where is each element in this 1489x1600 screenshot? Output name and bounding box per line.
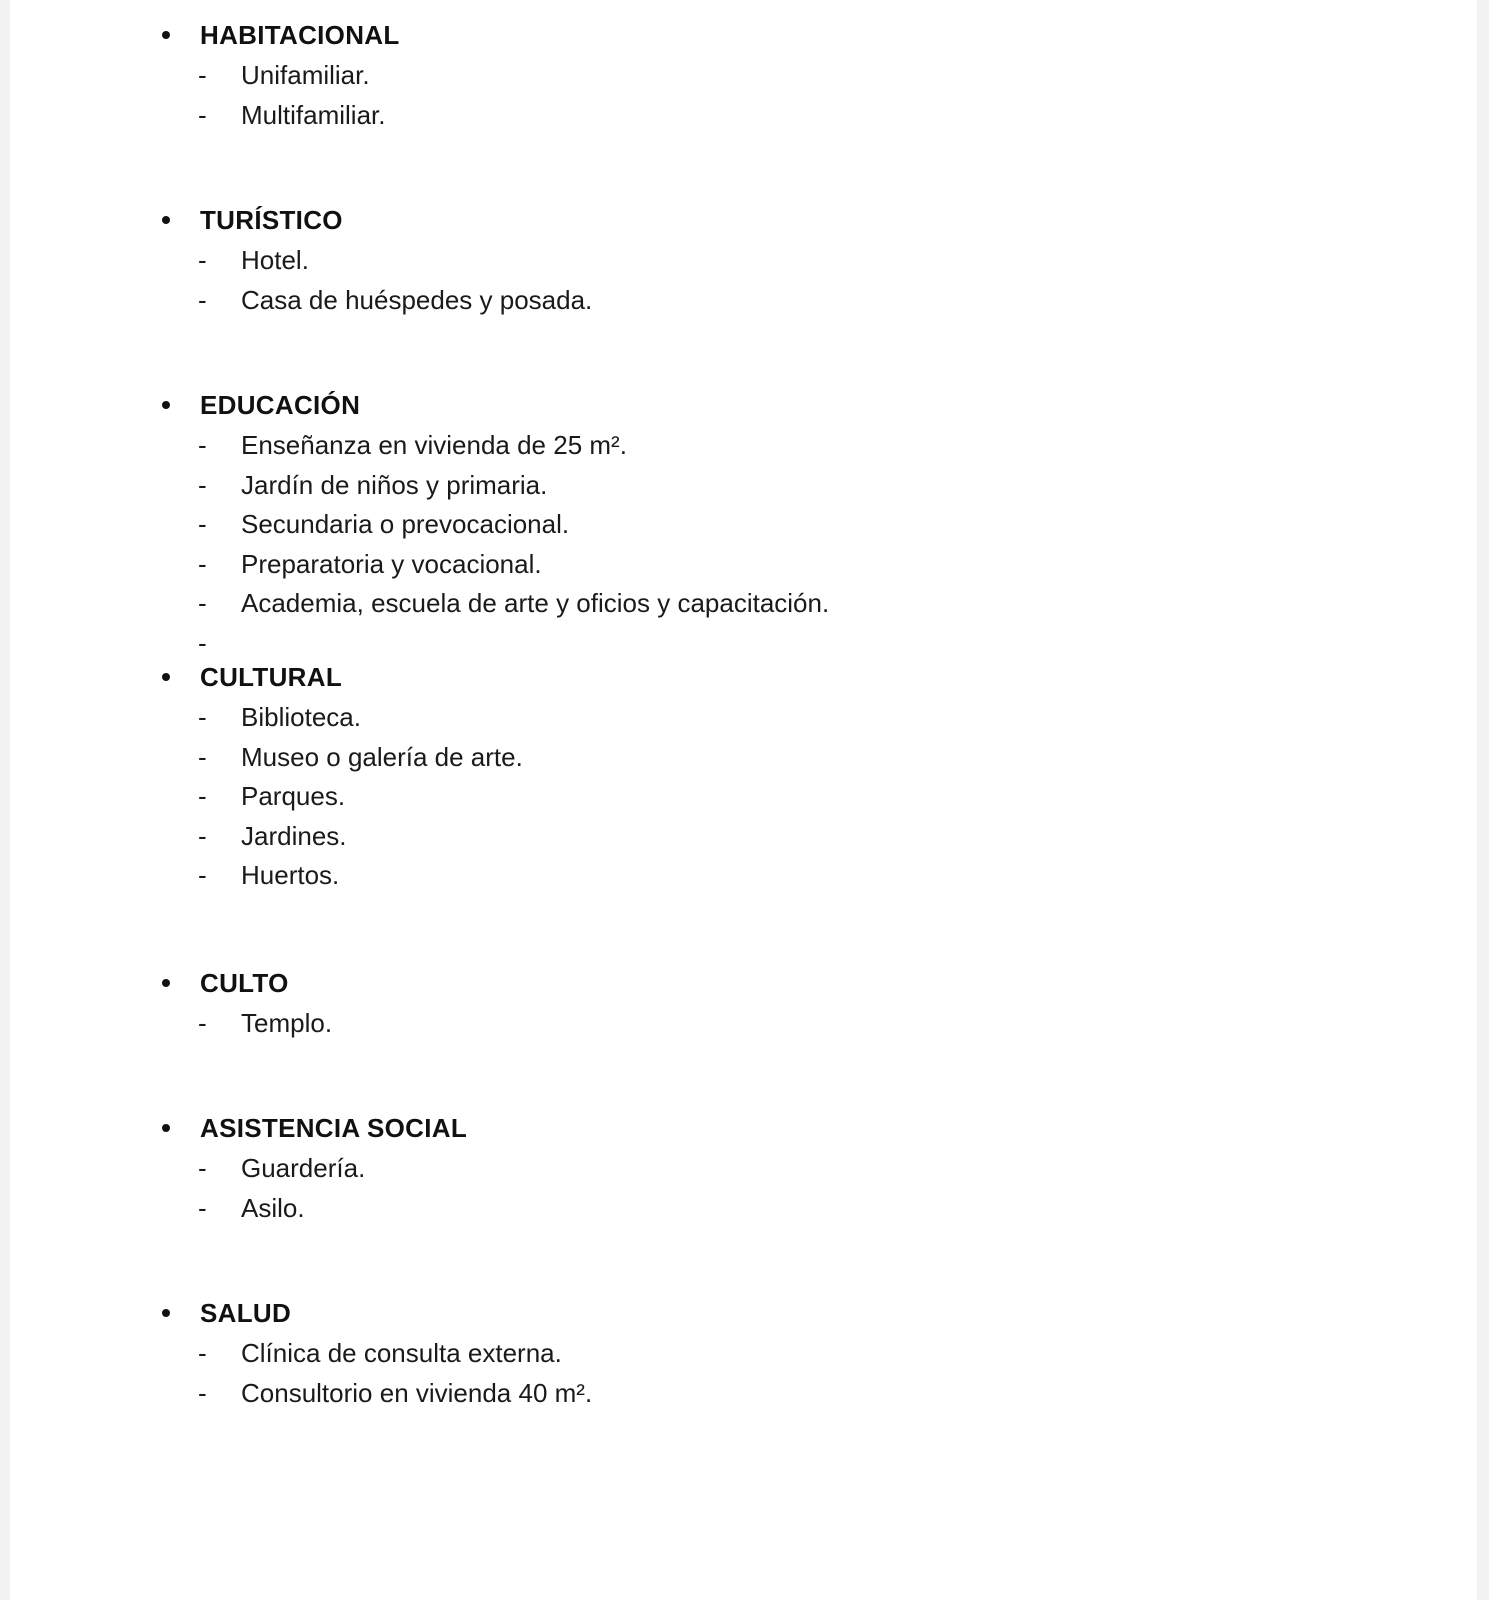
list-item <box>10 546 1477 586</box>
list-item-text: Parques. <box>241 781 346 811</box>
section-heading: EDUCACIÓN <box>200 390 361 420</box>
list-item <box>10 57 1477 97</box>
dash-marker: - <box>198 1153 207 1183</box>
section-educacion <box>10 387 1477 664</box>
list-item <box>10 1375 1477 1415</box>
section-heading-row <box>10 1295 1477 1335</box>
list-item-text: Hotel. <box>241 245 309 275</box>
dash-marker: - <box>198 509 207 539</box>
list-item-text: Casa de huéspedes y posada. <box>241 284 593 315</box>
bullet-icon <box>162 673 170 681</box>
list-item <box>10 242 1477 282</box>
section-heading: ASISTENCIA SOCIAL <box>200 1113 468 1143</box>
list-item <box>10 1005 1477 1045</box>
dash-marker: - <box>198 284 207 315</box>
section-heading: CULTO <box>200 968 289 998</box>
section-heading: HABITACIONAL <box>200 20 400 50</box>
bullet-icon <box>162 1309 170 1317</box>
list-item-text: Jardines. <box>241 820 347 851</box>
section-list <box>10 0 1477 1600</box>
section-salud <box>10 1295 1477 1414</box>
dash-marker: - <box>198 627 207 658</box>
dash-marker: - <box>198 60 207 90</box>
section-culto <box>10 965 1477 1045</box>
list-item-text: Clínica de consulta externa. <box>241 1338 562 1368</box>
dash-marker: - <box>198 588 207 618</box>
dash-marker: - <box>198 99 207 130</box>
dash-marker: - <box>198 820 207 851</box>
list-item <box>10 739 1477 779</box>
section-heading-row <box>10 387 1477 427</box>
list-item-text: Preparatoria y vocacional. <box>241 548 542 579</box>
section-heading-row <box>10 965 1477 1005</box>
list-item-text: Consultorio en vivienda 40 m². <box>241 1377 593 1408</box>
dash-marker: - <box>198 781 207 811</box>
list-item <box>10 506 1477 546</box>
list-item <box>10 699 1477 739</box>
section-asistencia-social <box>10 1110 1477 1229</box>
dash-marker: - <box>198 469 207 500</box>
list-item-text: Academia, escuela de arte y oficios y capacitación. <box>241 588 830 618</box>
bullet-icon <box>162 979 170 987</box>
list-item <box>10 427 1477 467</box>
list-item-text: Huertos. <box>241 860 340 890</box>
list-item <box>10 585 1477 625</box>
dash-marker: - <box>198 245 207 275</box>
dash-marker: - <box>198 702 207 732</box>
section-heading-row <box>10 202 1477 242</box>
list-item-text: Unifamiliar. <box>241 60 370 90</box>
list-item-text: Secundaria o prevocacional. <box>241 509 570 539</box>
list-item-text: Multifamiliar. <box>241 99 386 130</box>
list-item-text: Asilo. <box>241 1192 305 1223</box>
list-item-text: Enseñanza en vivienda de 25 m². <box>241 430 627 460</box>
bullet-icon <box>162 1124 170 1132</box>
bullet-icon <box>162 31 170 39</box>
list-item <box>10 97 1477 137</box>
dash-marker: - <box>198 430 207 460</box>
section-heading: SALUD <box>200 1298 292 1328</box>
list-item-text: Jardín de niños y primaria. <box>241 469 548 500</box>
list-item-text: Museo o galería de arte. <box>241 741 523 772</box>
section-cultural <box>10 659 1477 897</box>
section-habitacional <box>10 17 1477 136</box>
list-item <box>10 1190 1477 1230</box>
document-page <box>10 0 1477 1600</box>
list-item <box>10 1335 1477 1375</box>
dash-marker: - <box>198 548 207 579</box>
bullet-icon <box>162 401 170 409</box>
dash-marker: - <box>198 741 207 772</box>
list-item-text: Templo. <box>241 1008 333 1038</box>
list-item <box>10 467 1477 507</box>
list-item <box>10 1150 1477 1190</box>
section-heading-row <box>10 1110 1477 1150</box>
dash-marker: - <box>198 1192 207 1223</box>
section-heading-row <box>10 659 1477 699</box>
list-item-text: Biblioteca. <box>241 702 361 732</box>
dash-marker: - <box>198 1008 207 1038</box>
section-heading: CULTURAL <box>200 662 342 692</box>
list-item <box>10 857 1477 897</box>
list-item <box>10 778 1477 818</box>
section-turistico <box>10 202 1477 321</box>
dash-marker: - <box>198 860 207 890</box>
section-heading-row <box>10 17 1477 57</box>
list-item <box>10 282 1477 322</box>
bullet-icon <box>162 216 170 224</box>
dash-marker: - <box>198 1338 207 1368</box>
section-heading: TURÍSTICO <box>200 205 343 235</box>
dash-marker: - <box>198 1377 207 1408</box>
list-item <box>10 818 1477 858</box>
list-item-text: Guardería. <box>241 1153 366 1183</box>
